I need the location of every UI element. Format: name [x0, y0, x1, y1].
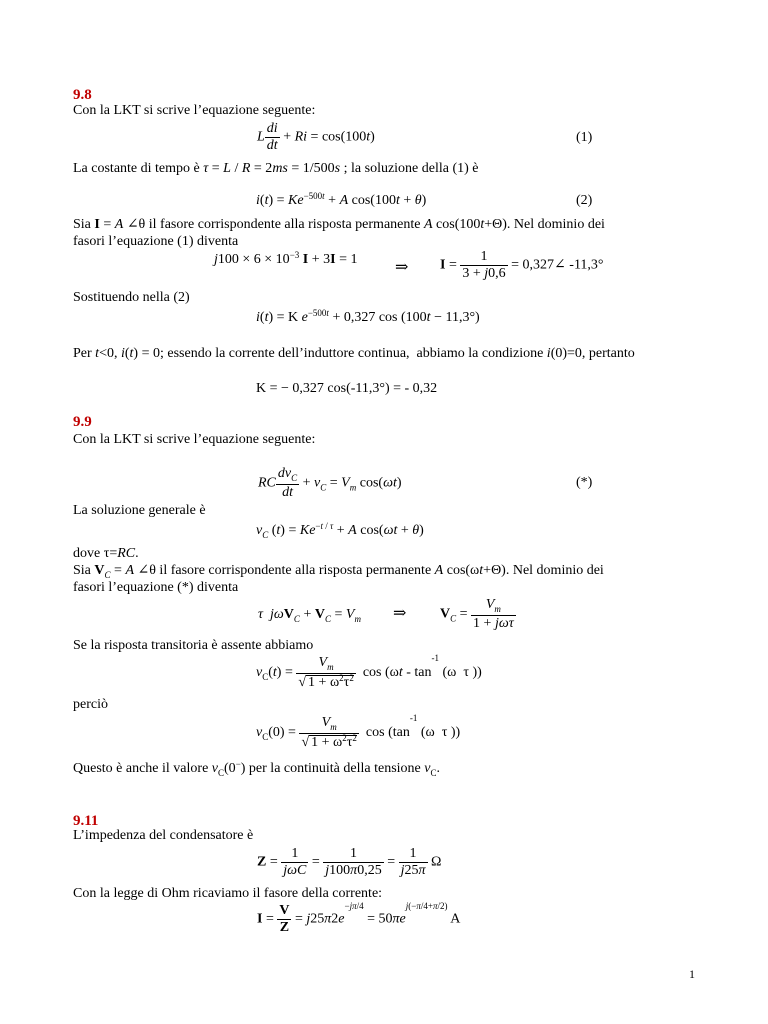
- condition-text: Per t<0, i(t) = 0; essendo la corrente dell’induttore continua, abbiamo la condizione i(0)=0, pertanto: [73, 346, 635, 361]
- section-heading-9-11: 9.11: [73, 813, 99, 829]
- section-heading-9-9: 9.9: [73, 414, 92, 430]
- perc-text: perciò: [73, 697, 108, 712]
- equation-4: i(t) = K $e^{-500t} + 0,327$ cos (100t − 11,3°): [256, 308, 480, 325]
- equation-2: $i(t) = Ke^{-500t} + A$ cos(100t + θ): [256, 191, 427, 208]
- equation-label-1: (1): [576, 130, 593, 145]
- intro-text-9-9: Con la LKT si scrive l’equazione seguente:: [73, 432, 316, 447]
- continuity-text: Questo è anche il valore $v_C(0^-)$ per la continuità della tensione $v_C$.: [73, 759, 440, 778]
- dove-text: dove τ=RC.: [73, 546, 139, 561]
- implies-arrow-2: ⇒: [393, 605, 407, 622]
- equation-phasor-9-9: τ $j\omega V_C + V_C = V_m$: [258, 607, 361, 624]
- equation-1: L $\frac{di}{dt}$ + Ri = cos(100t): [257, 121, 375, 153]
- general-solution-text: La soluzione generale è: [73, 503, 206, 518]
- equation-general-solution: $v_C$ $(t) = Ke^{-t / \tau} + A$ cos(ωt + θ): [256, 521, 424, 540]
- phasor-text-9-9-line2: fasori l’equazione (*) diventa: [73, 580, 239, 595]
- equation-current: I = $\frac{V}{Z}$ = $j25\pi 2e^{-j\pi/4} = 50\pi e^{j(-\pi/4+\pi/2)}$ A: [257, 901, 461, 935]
- intro-text-9-8: Con la LKT si scrive l’equazione seguente:: [73, 103, 316, 118]
- phasor-text-9-9-line1: Sia $V_C = A$ ∠θ il fasore corrispondente alla risposta permanente A cos(ωt+Θ). Nel dominio dei: [73, 563, 604, 580]
- equation-vc-t: $v_C(t)$ = $\frac{V_m}{√ 1 + \omega^2\tau^2}$ $\cos (\omega t - \tan^{-1} (\omega$ τ )): [256, 653, 482, 690]
- implies-arrow-1: ⇒: [395, 259, 409, 276]
- ohm-text: Con la legge di Ohm ricaviamo il fasore della corrente:: [73, 886, 383, 901]
- equation-5: K = − 0,327 cos(-11,3°) = - 0,32: [256, 381, 438, 396]
- subst-text: Sostituendo nella (2): [73, 290, 190, 305]
- phasor-text-9-8-line1: Sia I = A ∠θ il fasore corrispondente alla risposta permanente A cos(100t+Θ). Nel dominio dei: [73, 217, 605, 232]
- equation-3: $j100 \times 6 \times 10^{-3}$ I + 3I = 1: [214, 250, 358, 267]
- equation-impedance: Z = $\frac{1}{\text{jωC}}$ = $\frac{1}{j100\pi 0,25}$ = $\frac{1}{j25\pi}$ Ω: [257, 846, 442, 878]
- page-number: 1: [689, 967, 695, 981]
- phasor-text-9-8-line2: fasori l’equazione (1) diventa: [73, 234, 239, 249]
- equation-label-2: (2): [576, 193, 593, 208]
- equation-label-star: (*): [576, 475, 593, 490]
- transient-text: Se la risposta transitoria è assente abbiamo: [73, 638, 314, 653]
- equation-vc-0: $v_C(0)$ = $\frac{V_m}{√ 1 + \omega^2\tau^2}$ $\cos (\tan^{-1}$ (ω τ )): [256, 713, 461, 750]
- section-heading-9-8: 9.8: [73, 87, 92, 103]
- time-constant-text: La costante di tempo è τ = L / R = 2ms = 1/500s ; la soluzione della (1) è: [73, 161, 479, 176]
- impedance-text: L’impedenza del condensatore è: [73, 828, 254, 843]
- equation-phasor-9-9-result: $V_C$ = $\frac{V_m}{\text{1 + jωτ}}$: [440, 597, 514, 631]
- equation-3-result: I = $\frac{1}{3 + j0,6}$ = 0,327∠ -11,3°: [440, 249, 604, 281]
- equation-star: RC $\frac{dv_C}{dt}$ + $v_C = V_m$ cos(ωt): [258, 466, 402, 500]
